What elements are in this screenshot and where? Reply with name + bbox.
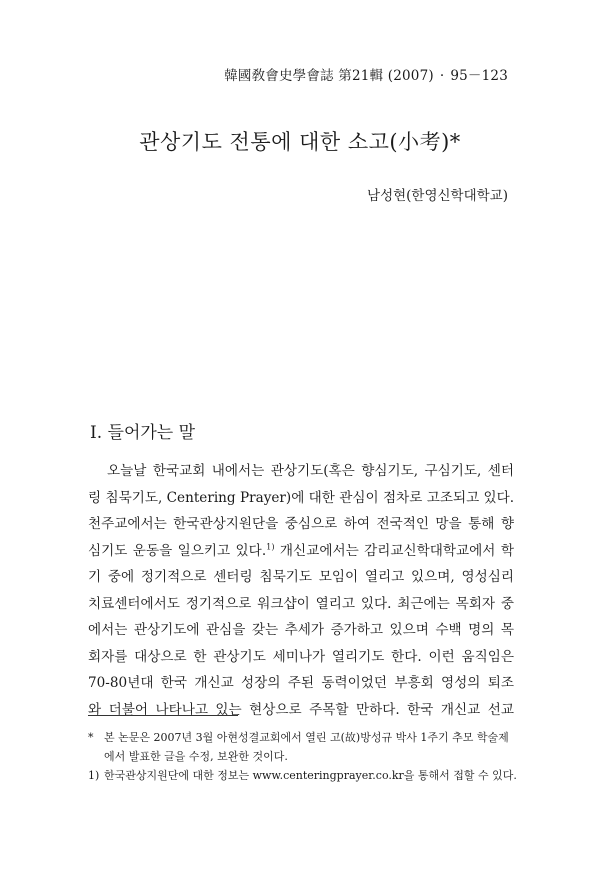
running-head-separator: · (439, 68, 445, 84)
body-line: 에서는 관상기도에 관심을 갖는 추세가 증가하고 있으며 수백 명의 목 (88, 622, 514, 638)
footnote-mark: * (88, 731, 94, 744)
footnote-reference[interactable]: 1) (266, 540, 275, 551)
body-paragraph (88, 458, 514, 723)
section-heading: I. 들어가는 말 (90, 423, 196, 443)
footnote-text: 한국관상지원단에 대한 정보는 www.centeringprayer.co.kr을 통해서 접할 수 있다. (104, 769, 517, 782)
body-line: 70-80년대 한국 개신교 성장의 주된 동력이었던 부흥회 영성의 퇴조 (88, 675, 514, 691)
article-title: 관상기도 전통에 대한 소고(小考)* (139, 130, 461, 154)
footnotes (88, 728, 517, 785)
footnote-text: 본 논문은 2007년 3월 아현성결교회에서 열린 고(故)방성규 박사 1주기 추모 학술제 (104, 731, 509, 744)
body-line: 회자를 대상으로 한 관상기도 세미나가 열리기도 한다. 이런 움직임은 (88, 648, 514, 665)
body-line: 링 침묵기도, Centering Prayer)에 대한 관심이 점차로 고조되고 있다. (88, 489, 515, 506)
body-line-part: 심기도 운동을 일으키고 있다. (88, 542, 267, 559)
footnote-mark: 1) (88, 769, 100, 782)
footnote-item (88, 728, 514, 747)
running-head (224, 64, 508, 84)
body-line-part: 개신교에서는 감리교신학대학교에서 학 (274, 542, 514, 559)
body-line: 천주교에서는 한국관상지원단을 중심으로 하여 전국적인 망을 통해 향 (88, 516, 514, 532)
body-line: 기 중에 정기적으로 센터링 침묵기도 모임이 열리고 있으며, 영성심리 (88, 569, 514, 585)
author-affiliation: 남성현(한영신학대학교) (367, 188, 508, 204)
journal-citation: 韓國敎會史學會誌 第21輯 (2007) (224, 68, 434, 84)
page-range: 95－123 (450, 68, 508, 84)
body-line: 와 더불어 나타나고 있는 현상으로 주목할 만하다. 한국 개신교 선교 (88, 701, 514, 718)
body-line: 치료센터에서도 정기적으로 워크샵이 열리고 있다. 최근에는 목회자 중 (88, 595, 514, 612)
body-line: 오늘날 한국교회 내에서는 관상기도(혹은 향심기도, 구심기도, 센터 (107, 463, 514, 479)
footnote-continuation: 에서 발표한 글을 수정, 보완한 것이다. (104, 750, 288, 763)
footnote-divider (88, 715, 238, 716)
body-line-with-footnote (88, 538, 514, 565)
footnote-item (88, 766, 517, 785)
